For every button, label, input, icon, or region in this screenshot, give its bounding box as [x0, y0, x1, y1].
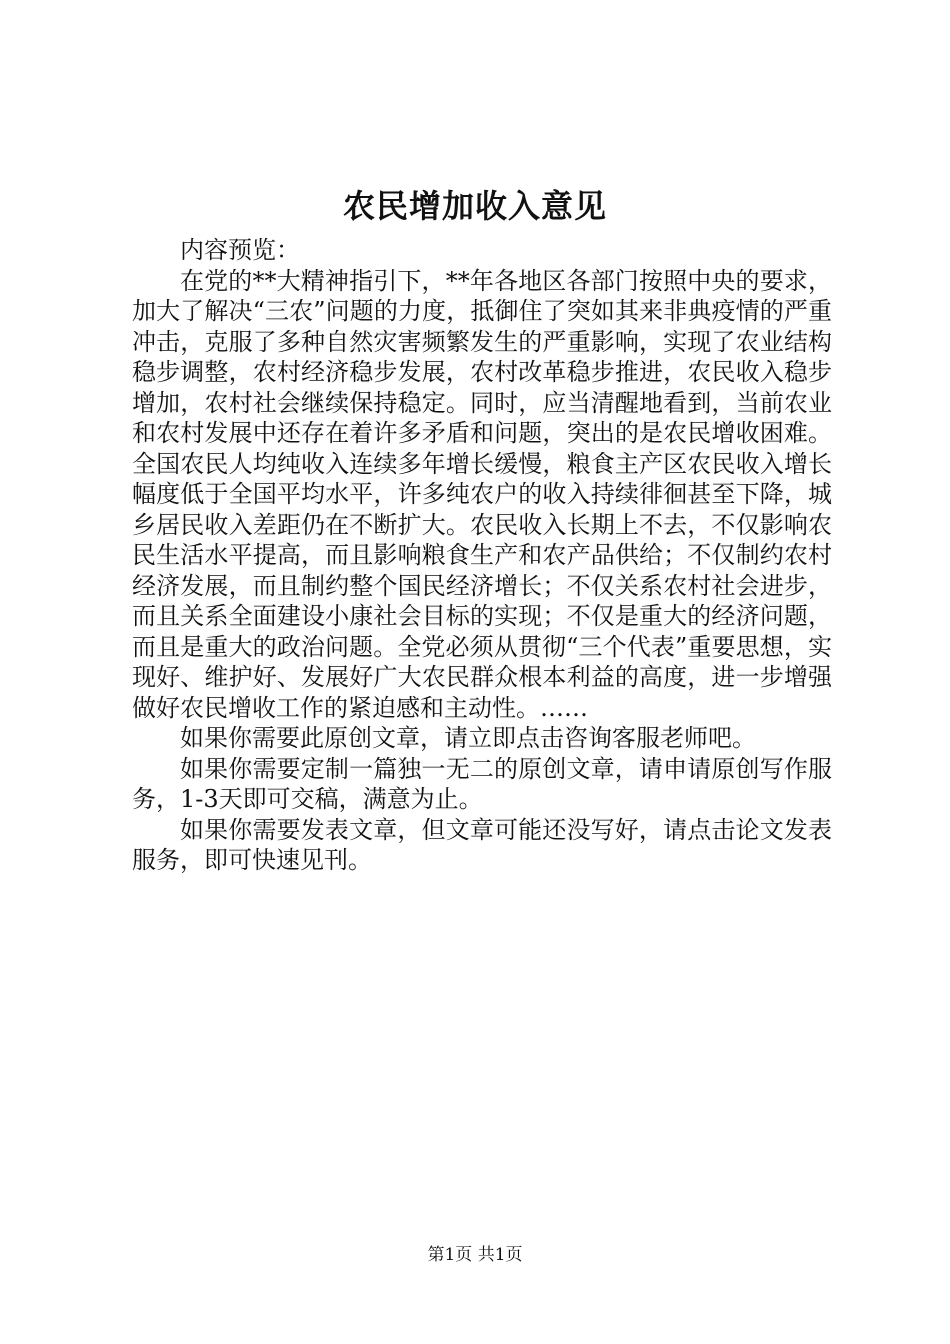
service-paragraph-custom-writing: 如果你需要定制一篇独一无二的原创文章，请申请原创写作服务，1-3天即可交稿，满意为止。 [132, 754, 832, 813]
preview-label: 内容预览： [180, 236, 300, 264]
main-paragraph: 在党的**大精神指引下，**年各地区各部门按照中央的要求，加大了解决“三农”问题的力度，抵御住了突如其来非典疫情的严重冲击，克服了多种自然灾害频繁发生的严重影响，实现了农业结构稳步调整，农村经济稳步发展，农村改革稳步推进，农民收入稳步增加，农村社会继续保持稳定。同时，应当清醒地看到，当前农业和农村发展中还存在着许多矛盾和问题，突出的是农民增收困难。全国农民人均纯收入连续多年增长缓慢，粮食主产区农民收入增长幅度低于全国平均水平，许多纯农户的收入持续徘徊甚至下降，城乡居民收入差距仍在不断扩大。农民收入长期上不去，不仅影响农民生活水平提高，而且影响粮食生产和农产品供给；不仅制约农村经济发展，而且制约整个国民经济增长；不仅关系农村社会进步，而且关系全面建设小康社会目标的实现；不仅是重大的经济问题，而且是重大的政治问题。全党必须从贯彻“三个代表”重要思想，实现好、维护好、发展好广大农民群众根本利益的高度，进一步增强做好农民增收工作的紧迫感和主动性。…… [132, 266, 832, 722]
document-title: 农民增加收入意见 [342, 187, 607, 225]
service-paragraph-publishing: 如果你需要发表文章，但文章可能还没写好，请点击论文发表服务，即可快速见刊。 [132, 815, 832, 874]
service-paragraph-consult: 如果你需要此原创文章，请立即点击咨询客服老师吧。 [180, 724, 756, 752]
page-footer: 第1页 共1页 [427, 1245, 523, 1265]
document-body [132, 235, 832, 876]
